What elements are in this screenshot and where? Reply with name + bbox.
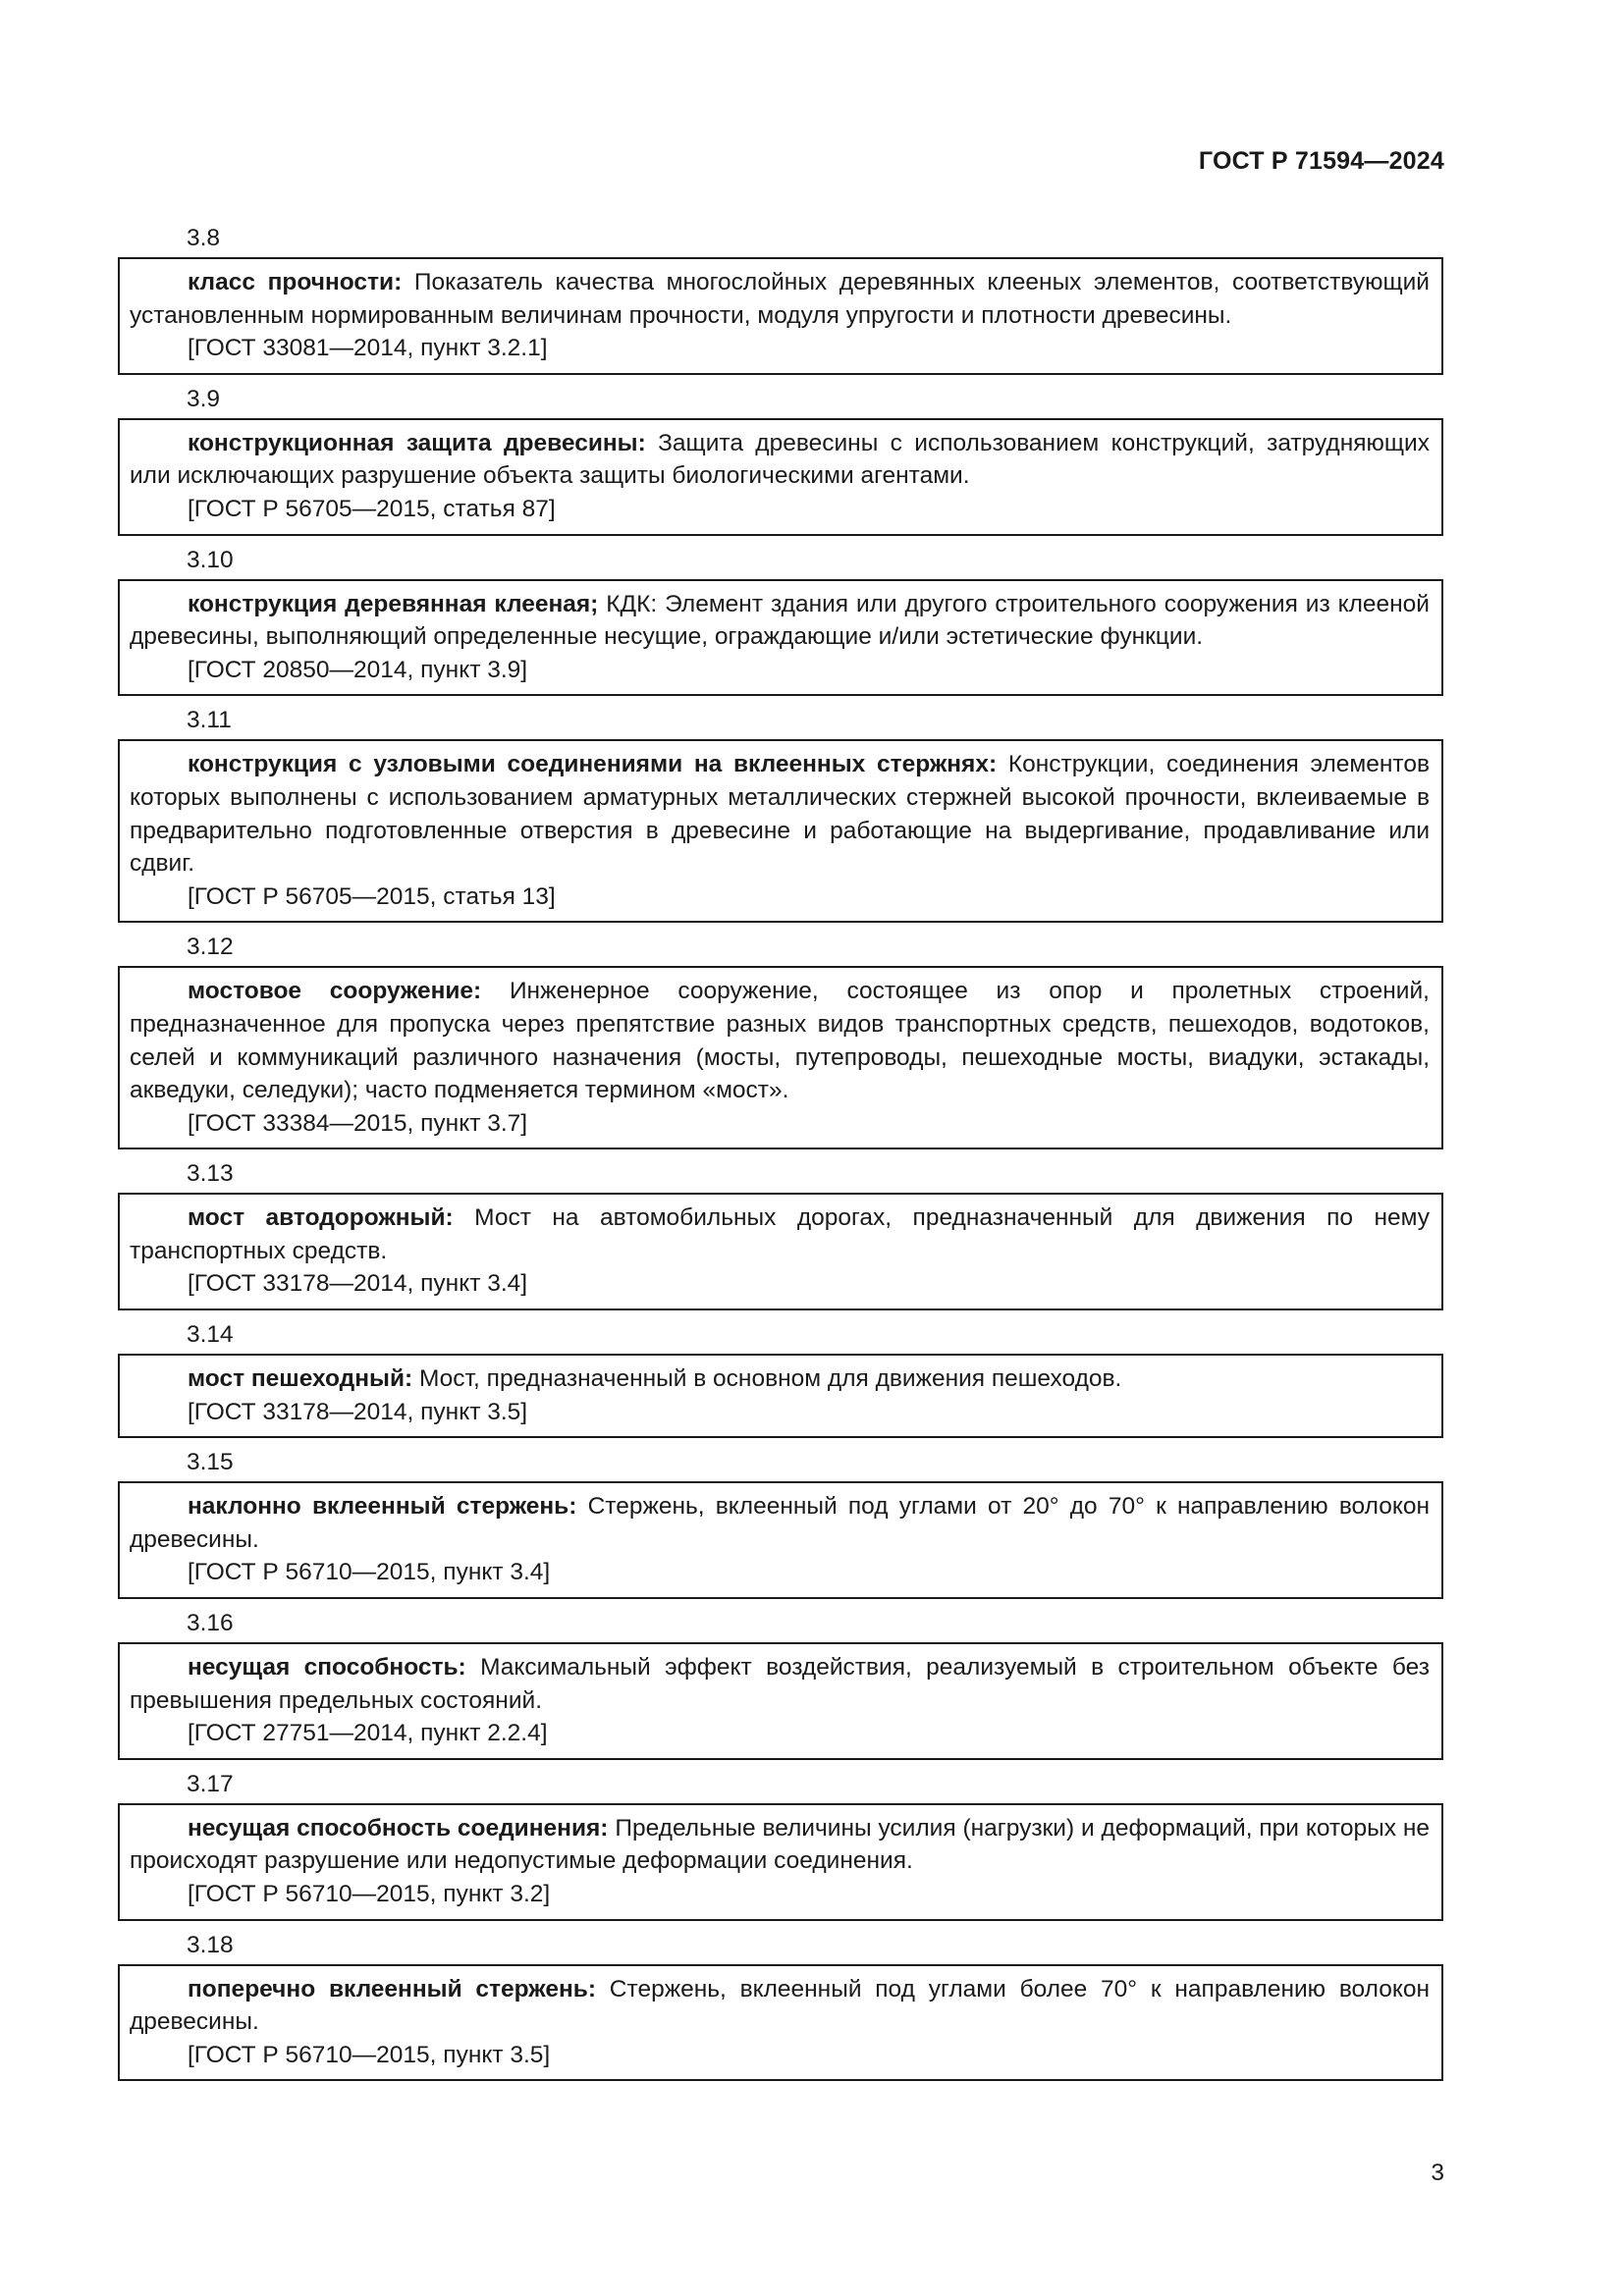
term-entry [118, 1481, 1443, 1599]
term-name: поперечно вклеенный стержень: [188, 1975, 597, 2002]
term-source: [ГОСТ 33081—2014, пункт 3.2.1] [188, 335, 548, 362]
term-definition-text: Мост на автомобильных дорогах, предназначенный для движения по нему транспортных средств. [130, 1204, 1430, 1264]
term-source: [ГОСТ Р 56710—2015, пункт 3.4] [188, 1559, 551, 1586]
document-code: ГОСТ Р 71594—2024 [1198, 147, 1444, 175]
terms-list [118, 222, 1443, 2089]
term-entry [118, 1354, 1443, 1438]
term-number: 3.14 [187, 1321, 234, 1349]
term-name: мост автодорожный: [188, 1204, 454, 1232]
page-number: 3 [1431, 2160, 1444, 2186]
term-name: класс прочности: [188, 269, 403, 295]
term-name: мостовое сооружение: [188, 978, 482, 1005]
term-definition [130, 1812, 1430, 1878]
term-definition [130, 1201, 1430, 1267]
term-number: 3.10 [187, 546, 234, 573]
term-name: несущая способность соединения: [188, 1814, 609, 1842]
term-definition [130, 975, 1430, 1106]
term-name: мост пешеходный: [188, 1365, 413, 1393]
term-definition [130, 1490, 1430, 1556]
term-number: 3.17 [187, 1770, 234, 1797]
term-source: [ГОСТ Р 56710—2015, пункт 3.2] [188, 1881, 551, 1907]
term-number: 3.12 [187, 934, 234, 961]
term-entry [118, 257, 1443, 375]
term-number: 3.16 [187, 1610, 234, 1637]
term-definition [130, 266, 1430, 332]
term-name: конструкция деревянная клееная; [188, 590, 599, 617]
term-definition [130, 1651, 1430, 1717]
term-source: [ГОСТ 20850—2014, пункт 3.9] [188, 656, 528, 683]
term-source: [ГОСТ Р 56705—2015, статья 13] [188, 882, 556, 910]
term-source: [ГОСТ Р 56710—2015, пункт 3.5] [188, 2041, 551, 2068]
term-definition [130, 427, 1430, 493]
term-number: 3.11 [187, 707, 232, 734]
term-number: 3.15 [187, 1449, 234, 1476]
term-entry [118, 1964, 1443, 2082]
term-number: 3.9 [187, 385, 221, 412]
term-definition-text: Предельные величины усилия (нагрузки) и деформаций, при которых не происходят разрушение или недопустимые деформации соединения. [130, 1814, 1431, 1875]
term-entry [118, 418, 1443, 536]
term-name: наклонно вклеенный стержень: [188, 1493, 577, 1521]
term-entry [118, 739, 1443, 923]
term-definition [130, 1362, 1430, 1396]
term-number: 3.8 [187, 225, 221, 251]
term-definition [130, 748, 1430, 880]
term-source: [ГОСТ Р 56705—2015, статья 87] [188, 495, 556, 522]
term-name: конструкция с узловыми соединениями на вклеенных стержнях: [188, 751, 998, 778]
term-name: конструкционная защита древесины: [188, 429, 646, 456]
term-definition-text: КДК: Элемент здания или другого строительного сооружения из клееной древесины, выполняющий определенные несущие, ограждающие и/или эстетические функции. [130, 590, 1430, 651]
term-definition-text: Конструкции, соединения элементов которых выполнены с использованием арматурных металлических стержней высокой прочности, вклеиваемые в предварительно подготовленные отверстия в древесине и работающие на выдергивание, продавливание или сдвиг. [130, 751, 1430, 878]
term-name: несущая способность: [188, 1654, 466, 1682]
term-definition-text: Инженерное сооружение, состоящее из опор и пролетных строений, предназначенное для пропуска через препятствие разных видов транспортных средств, пешеходов, водотоков, селей и коммуникаций различного назначения (мосты, путепроводы, пешеходные мосты, виадуки, эстакады, акведуки, селедуки); часто подменяется термином «мост». [130, 978, 1430, 1104]
term-entry [118, 1193, 1443, 1310]
term-entry [118, 1642, 1443, 1760]
term-definition-text: Стержень, вклеенный под углами более 70° к направлению волокон древесины. [130, 1975, 1430, 2036]
term-number: 3.18 [187, 1931, 234, 1958]
term-definition [130, 588, 1430, 654]
term-definition-text: Стержень, вклеенный под углами от 20° до 70° к направлению волокон древесины. [130, 1493, 1430, 1553]
term-number: 3.13 [187, 1160, 234, 1188]
term-definition-text: Показатель качества многослойных деревянных клееных элементов, соответствующий установленным нормированным величинам прочности, модуля упругости и плотности древесины. [130, 269, 1430, 329]
term-entry [118, 966, 1443, 1149]
term-definition-text: Максимальный эффект воздействия, реализуемый в строительном объекте без превышения предельных состояний. [130, 1654, 1430, 1714]
term-entry [118, 579, 1443, 697]
term-definition-text: Мост, предназначенный в основном для движения пешеходов. [412, 1365, 1122, 1393]
term-source: [ГОСТ 33178—2014, пункт 3.4] [188, 1270, 528, 1298]
term-definition-text: Защита древесины с использованием конструкций, затрудняющих или исключающих разрушение объекта защиты биологическими агентами. [130, 429, 1430, 490]
term-entry [118, 1803, 1443, 1921]
term-source: [ГОСТ 33178—2014, пункт 3.5] [188, 1398, 528, 1425]
term-source: [ГОСТ 27751—2014, пункт 2.2.4] [188, 1720, 548, 1747]
term-source: [ГОСТ 33384—2015, пункт 3.7] [188, 1109, 528, 1137]
term-definition [130, 1973, 1430, 2039]
